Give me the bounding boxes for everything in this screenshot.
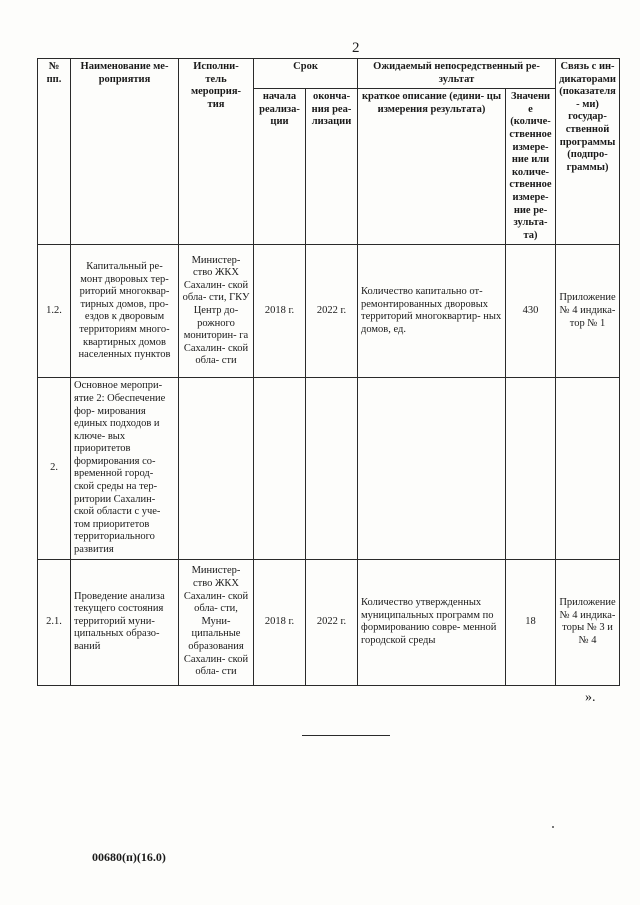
table-row [38,378,620,559]
document-code: 00680(п)(16.0) [92,850,166,864]
row-end: 2022 г. [306,559,358,685]
row-num: 2.1. [38,559,71,685]
table-row [38,559,620,685]
header-term-end: оконча- ния реа- лизации [306,89,358,245]
row-start: 2018 г. [254,559,306,685]
row-start: 2018 г. [254,245,306,378]
header-result-value: Значение (количе- ственное измере- ние или количе- ственное измере- ние ре- зульта- та) [506,89,556,245]
row-name: Капитальный ре- монт дворовых тер- риторий многоквар- тирных домов, про- ездов к дворовым территориям много- квартирных домов населенных пунктов [71,245,179,378]
page-number: 2 [352,40,360,56]
header-result-desc: краткое описание (едини- цы измерения результата) [358,89,506,245]
header-term-start: начала реализа- ции [254,89,306,245]
row-desc: Количество капитально от- ремонтированных дворовых территорий многоквартир- ных домов, ед. [358,245,506,378]
row-desc [358,378,506,559]
row-executor [179,378,254,559]
divider-line [302,735,390,736]
row-end: 2022 г. [306,245,358,378]
header-result: Ожидаемый непосредственный ре- зультат [358,59,556,89]
row-executor: Министер- ство ЖКХ Сахалин- ской обла- сти, Муни- ципальные образования Сахалин- ской обла- сти [179,559,254,685]
row-value: 430 [506,245,556,378]
row-num: 1.2. [38,245,71,378]
header-num: № пп. [38,59,71,245]
closing-quote: ». [585,690,596,705]
row-link: Приложение № 4 индика- торы № 3 и № 4 [556,559,620,685]
row-start [254,378,306,559]
row-name: Основное меропри- ятие 2: Обеспечение фор- мирования единых подходов и ключе- вых приоритетов формирования со- временной город- ской среды на тер- ритории Сахалин- ской области с уче- том приоритетов территориального развития [71,378,179,559]
header-name: Наименование ме- роприятия [71,59,179,245]
scan-speck [552,826,554,828]
row-end [306,378,358,559]
row-value [506,378,556,559]
header-link: Связь с ин- дикаторами (показателя- ми) государ- ственной программы (подпро- граммы) [556,59,620,245]
row-link [556,378,620,559]
row-executor: Министер- ство ЖКХ Сахалин- ской обла- сти, ГКУ Центр до- рожного мониторин- га Сахалин- ской обла- сти [179,245,254,378]
row-num: 2. [38,378,71,559]
row-desc: Количество утвержденных муниципальных программ по формированию совре- менной городской среды [358,559,506,685]
row-link: Приложение № 4 индика- тор № 1 [556,245,620,378]
measures-table [37,58,620,686]
table-row [38,245,620,378]
header-term: Срок [254,59,358,89]
row-value: 18 [506,559,556,685]
row-name: Проведение анализа текущего состояния территорий муни- ципальных образо- ваний [71,559,179,685]
header-executor: Исполни- тель мероприя- тия [179,59,254,245]
